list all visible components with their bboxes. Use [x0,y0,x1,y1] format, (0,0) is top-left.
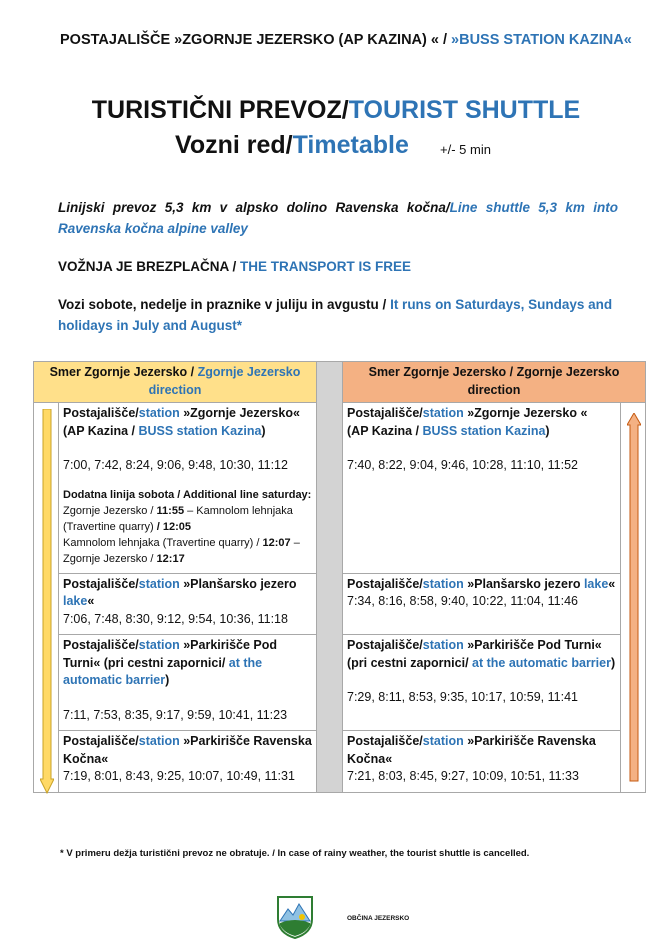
station-word-en: station [138,576,180,591]
add1-t2: / 12:05 [156,520,191,533]
station-heading-sl: POSTAJALIŠČE »ZGORNJE JEZERSKO (AP KAZINA) « / [60,32,452,48]
departure-times: 7:29, 8:11, 8:53, 9:35, 10:17, 10:59, 11:41 [347,690,578,704]
station-word-en: station [422,734,464,748]
left-header-en: Zgornje Jezersko direction [148,365,301,397]
stop-name [63,405,312,440]
stop-title-end: ) [610,655,616,670]
additional-line-heading: Dodatna linija sobota / Additional line saturday: [63,488,312,501]
left-stop-zgornje-jezersko [59,403,317,574]
intro-free [58,256,618,277]
page-subtitle [175,131,409,160]
left-arrow-cell [34,403,59,793]
stop-name [63,637,312,690]
stop-name [347,405,616,440]
stop-title-end: « [608,576,616,591]
stop-sub-c: ) [545,423,550,438]
add2-t2: 12:17 [156,552,185,565]
add2-b: – Zgornje Jezersko / [63,536,300,565]
departure-times: 7:19, 8:01, 8:43, 9:25, 10:07, 10:49, 11:31 [63,769,295,783]
station-word: Postajališče/ [347,576,423,591]
left-header-sl: Smer Zgornje Jezersko / [49,365,198,379]
right-stop-pod-turni [343,635,621,731]
stop-title: »Parkirišče Pod Turni« (pri cestni zapornici/ [63,638,278,670]
stop-title-en: lake [63,594,88,608]
stop-sub-b: BUSS station Kazina [422,423,546,438]
station-word: Postajališče/ [63,734,139,748]
station-heading [60,32,632,48]
intro-route [58,197,618,239]
timetable [33,361,646,793]
add1-a: Zgornje Jezersko / [63,504,157,517]
station-word-en: station [422,576,464,591]
time-tolerance: +/- 5 min [440,142,491,157]
stop-title-en: lake [583,576,609,591]
departure-times: 7:06, 7:48, 8:30, 9:12, 9:54, 10:36, 11:18 [63,611,288,626]
stop-sub-b: BUSS station Kazina [138,423,262,438]
add2-t1: 12:07 [262,536,291,549]
station-word-en: station [138,638,180,652]
stop-sub-a: (AP Kazina / [347,423,423,438]
departure-times: 7:11, 7:53, 8:35, 9:17, 9:59, 10:41, 11:23 [63,707,288,722]
subtitle-en: Timetable [292,131,409,159]
station-word: Postajališče/ [347,734,423,748]
footnote: * V primeru dežja turistični prevoz ne obratuje. / In case of rainy weather, the tourist shuttle is cancelled. [60,848,530,859]
stop-sub-c: ) [261,423,266,438]
add2-a: Kamnolom lehnjaka (Travertine quarry) / [63,536,263,549]
stop-name [347,637,616,672]
station-word: Postajališče/ [63,638,139,652]
left-direction-header [34,362,317,403]
stop-title: »Planšarsko jezero [463,576,584,591]
right-header-text: Smer Zgornje Jezersko / Zgornje Jezersko direction [368,365,620,397]
departure-times: 7:40, 8:22, 9:04, 9:46, 10:28, 11:10, 11:52 [347,458,578,472]
subtitle-sl: Vozni red/ [175,131,293,159]
stop-title: »Parkirišče Ravenska Kočna« [63,734,312,766]
stop-title: »Parkirišče Ravenska Kočna« [347,734,596,766]
page-title [0,96,672,125]
additional-line-2 [63,535,312,567]
right-arrow-cell [621,403,646,793]
departure-times: 7:00, 7:42, 8:24, 9:06, 9:48, 10:30, 11:12 [63,458,288,472]
departure-times: 7:21, 8:03, 8:45, 9:27, 10:09, 10:51, 11:33 [347,769,579,783]
intro-free-en: THE TRANSPORT IS FREE [240,259,412,274]
stop-title-end: « [87,594,95,608]
add1-b: – Kamnolom lehnjaka (Travertine quarry) [63,504,293,533]
municipality-crest-icon [276,895,314,939]
intro-route-en: Line shuttle 5,3 km into Ravenska kočna alpine valley [58,200,618,236]
left-stop-plansarsko-jezero [59,573,317,635]
stop-name [347,733,616,768]
station-word: Postajališče/ [347,406,423,420]
left-stop-pod-turni [59,635,317,731]
title-en: TOURIST SHUTTLE [348,96,581,124]
municipality-name: OBČINA JEZERSKO [347,915,410,922]
left-stop-ravenska-kocna [59,731,317,793]
station-word-en: station [422,406,464,420]
intro-schedule [58,294,618,336]
stop-title: »Zgornje Jezersko« [179,406,300,420]
station-word: Postajališče/ [63,406,139,420]
stop-title: »Planšarsko jezero [179,576,297,591]
intro-schedule-en: It runs on Saturdays, Sundays and holidays in July and August* [58,297,613,333]
station-heading-en: »BUSS STATION KAZINA« [451,32,632,48]
stop-title: »Zgornje Jezersko « [463,406,588,420]
right-stop-zgornje-jezersko [343,403,621,574]
stop-title-end: ) [165,673,170,687]
column-divider [317,362,343,793]
arrow-up-icon [627,413,641,783]
departure-times: 7:34, 8:16, 8:58, 9:40, 10:22, 11:04, 11:46 [347,594,578,608]
stop-name [347,576,616,594]
arrow-down-icon [40,409,54,794]
station-word: Postajališče/ [63,576,139,591]
stop-title-en: at the automatic barrier [63,655,263,687]
right-direction-header [343,362,646,403]
stop-title: »Parkirišče Pod Turni« (pri cestni zapornici/ [347,638,602,670]
station-word: Postajališče/ [347,638,423,652]
station-word-en: station [138,734,180,748]
stop-sub-a: (AP Kazina / [63,423,139,438]
right-stop-ravenska-kocna [343,731,621,793]
intro-schedule-sl: Vozi sobote, nedelje in praznike v juliju in avgustu / [58,297,391,312]
intro-route-sl: Linijski prevoz 5,3 km v alpsko dolino Ravenska kočna/ [58,200,450,215]
right-stop-plansarsko-jezero [343,573,621,635]
intro-free-sl: VOŽNJA JE BREZPLAČNA / [58,259,241,274]
add1-t1: 11:55 [156,504,185,517]
station-word-en: station [422,638,464,652]
stop-name [63,733,312,768]
additional-line-1 [63,503,312,535]
station-word-en: station [138,406,180,420]
stop-title-en: at the automatic barrier [472,655,611,670]
title-sl: TURISTIČNI PREVOZ/ [91,96,349,124]
stop-name [63,576,312,611]
